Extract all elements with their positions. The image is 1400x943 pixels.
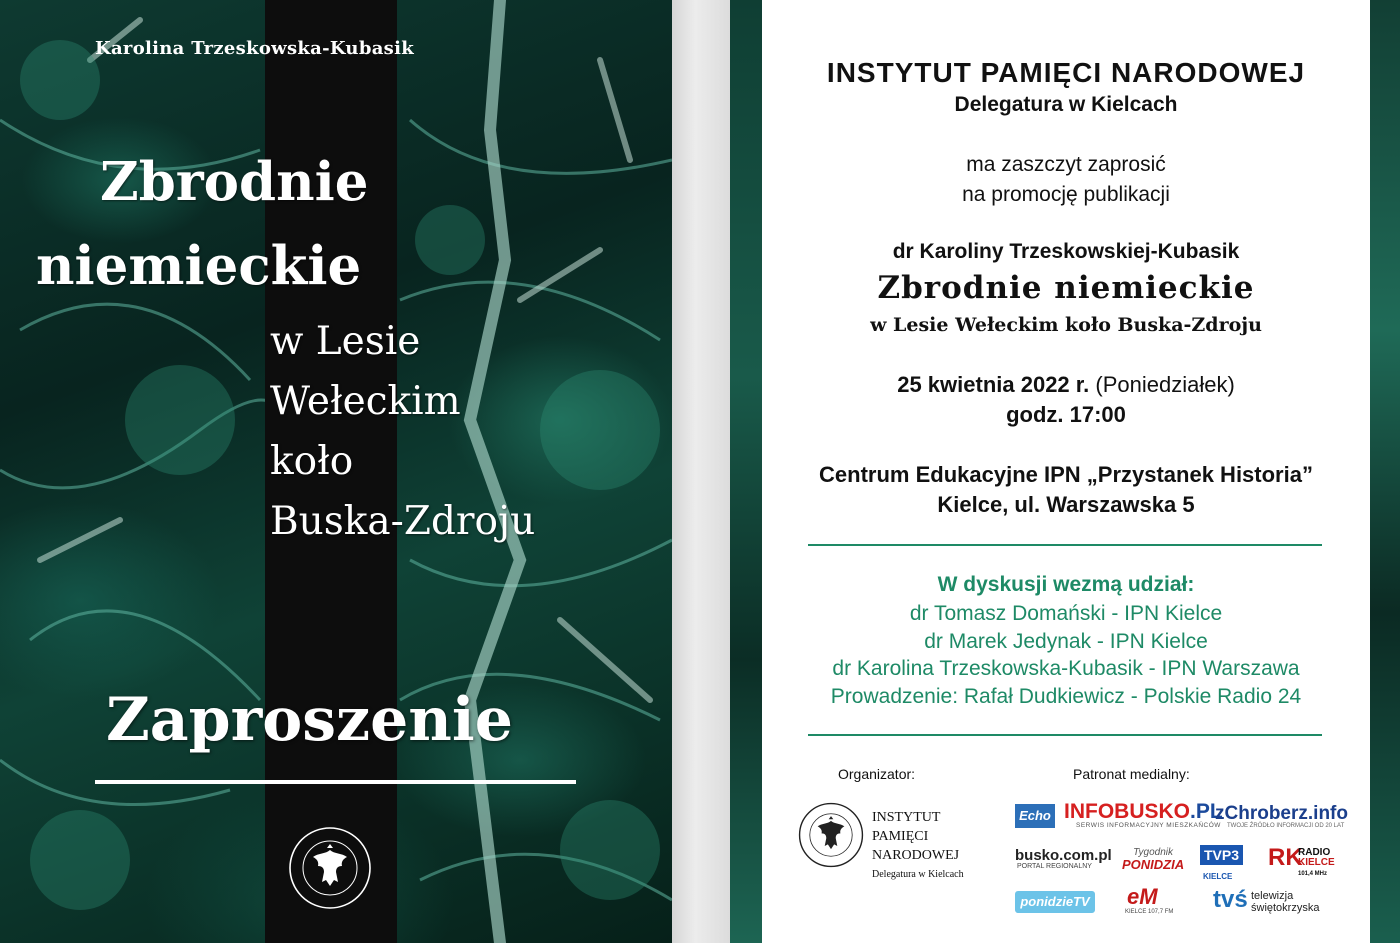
- tvp3-name: TVP3: [1204, 847, 1240, 863]
- divider: [808, 734, 1322, 736]
- cover-divider: [95, 780, 576, 784]
- forest-strip-left: [730, 0, 762, 943]
- forest-strip-right: [1370, 0, 1400, 943]
- institute-branch: Delegatura w Kielcach: [954, 93, 1178, 116]
- panel-member: dr Marek Jedynak - IPN Kielce: [924, 629, 1208, 653]
- cover-subtitle-line: Buska-Zdroju: [270, 499, 536, 544]
- em-tagline: KIELCE 107,7 FM: [1125, 909, 1174, 915]
- infobusko-tagline: SERWIS INFORMACYJNY MIESZKAŃCÓW: [1076, 822, 1221, 829]
- panel-list: [762, 600, 1370, 710]
- panel-member: Prowadzenie: Rafał Dudkiewicz - Polskie Radio 24: [830, 684, 1302, 708]
- organizer-name: [872, 808, 959, 865]
- cover-subtitle-line: koło: [270, 439, 354, 484]
- cover-subtitle-line: w Lesie: [270, 319, 421, 364]
- infobusko-part: .PL: [1190, 800, 1223, 823]
- radio-frequency: 101,4 MHz: [1298, 871, 1328, 877]
- infobusko-part: BUSKO: [1114, 800, 1191, 823]
- event-venue: Centrum Edukacyjne IPN „Przystanek Historia”: [819, 462, 1313, 487]
- radio-kielce-mark: RK: [1268, 844, 1303, 871]
- media-patron-label: Patronat medialny:: [1073, 766, 1190, 782]
- infobusko-logo: [1064, 800, 1223, 829]
- echo-logo: Echo: [1015, 804, 1055, 828]
- tvp3-city: KIELCE: [1203, 872, 1233, 881]
- ponidzie-tv-logo: ponidzieTV: [1015, 891, 1095, 913]
- radio-kielce-text: [1298, 848, 1335, 879]
- book-title: Zbrodnie niemieckie: [877, 270, 1255, 306]
- tvs-logo: [1213, 886, 1320, 914]
- tvs-line: świętokrzyska: [1251, 902, 1320, 914]
- event-date-value: 25 kwietnia 2022 r.: [897, 372, 1090, 397]
- tvs-line: telewizja: [1251, 890, 1294, 902]
- event-time: godz. 17:00: [1006, 402, 1126, 427]
- book-cover: [0, 0, 672, 943]
- invitation-line: na promocję publikacji: [962, 183, 1170, 206]
- panel-member: dr Karolina Trzeskowska-Kubasik - IPN Warszawa: [832, 657, 1300, 680]
- book-author: dr Karoliny Trzeskowskiej-Kubasik: [892, 240, 1240, 263]
- cover-title-line1: Zbrodnie: [100, 151, 369, 213]
- tygodnik-ponidzia-logo: [1122, 847, 1184, 871]
- chroberz-name: zChroberz.info: [1215, 803, 1348, 824]
- em-kielce-logo: [1125, 884, 1174, 915]
- organizer-line: NARODOWEJ: [872, 848, 960, 863]
- organizer-line: INSTYTUT: [872, 810, 941, 825]
- institute-name: INSTYTUT PAMIĘCI NARODOWEJ: [826, 57, 1306, 88]
- chroberz-tagline: TWOJE ŹRÓDŁO INFORMACJI OD 20 LAT: [1227, 823, 1345, 829]
- busko-com-name: busko.com.pl: [1015, 847, 1112, 864]
- radio-label: RADIO: [1298, 847, 1331, 858]
- chroberz-logo: [1215, 803, 1348, 829]
- organizer-line: PAMIĘCI: [872, 829, 929, 844]
- tvs-text: [1251, 890, 1319, 914]
- book-subtitle: w Lesie Wełeckim koło Buska-Zdroju: [870, 314, 1262, 336]
- event-weekday: (Poniedziałek): [1095, 372, 1235, 397]
- infobusko-part: INF: [1064, 800, 1098, 823]
- event-address: Kielce, ul. Warszawska 5: [937, 492, 1195, 517]
- cover-invitation-heading: Zaproszenie: [106, 685, 513, 755]
- cover-subtitle: [270, 312, 535, 552]
- page-gutter: [672, 0, 730, 943]
- radio-city: KIELCE: [1298, 857, 1335, 868]
- tvp3-logo: [1200, 845, 1243, 881]
- organizer-branch: Delegatura w Kielcach: [872, 869, 964, 880]
- tvs-mark: tvś: [1213, 886, 1248, 913]
- cover-author: Karolina Trzeskowska-Kubasik: [95, 38, 415, 59]
- invitation-line: ma zaszczyt zaprosić: [966, 153, 1166, 176]
- organizer-label: Organizator:: [838, 766, 916, 782]
- busko-com-tagline: PORTAL REGIONALNY: [1017, 863, 1092, 870]
- ipn-eagle-emblem-icon: [798, 802, 864, 868]
- cover-subtitle-line: Wełeckim: [270, 379, 461, 424]
- cover-title-line2: niemieckie: [36, 235, 362, 297]
- tygodnik-label: Tygodnik: [1133, 847, 1173, 858]
- invitation-page: [762, 0, 1370, 943]
- em-mark: eM: [1127, 884, 1158, 909]
- radio-kielce-logo: [1268, 844, 1335, 877]
- ponidzia-label: PONIDZIA: [1122, 857, 1185, 872]
- panel-member: dr Tomasz Domański - IPN Kielce: [909, 602, 1223, 625]
- ipn-eagle-emblem-icon: [288, 826, 372, 910]
- event-date: [762, 372, 1370, 398]
- divider: [808, 544, 1322, 546]
- panel-heading: W dyskusji wezmą udział:: [937, 573, 1195, 596]
- infobusko-part: O: [1097, 800, 1115, 823]
- busko-com-logo: [1015, 847, 1112, 870]
